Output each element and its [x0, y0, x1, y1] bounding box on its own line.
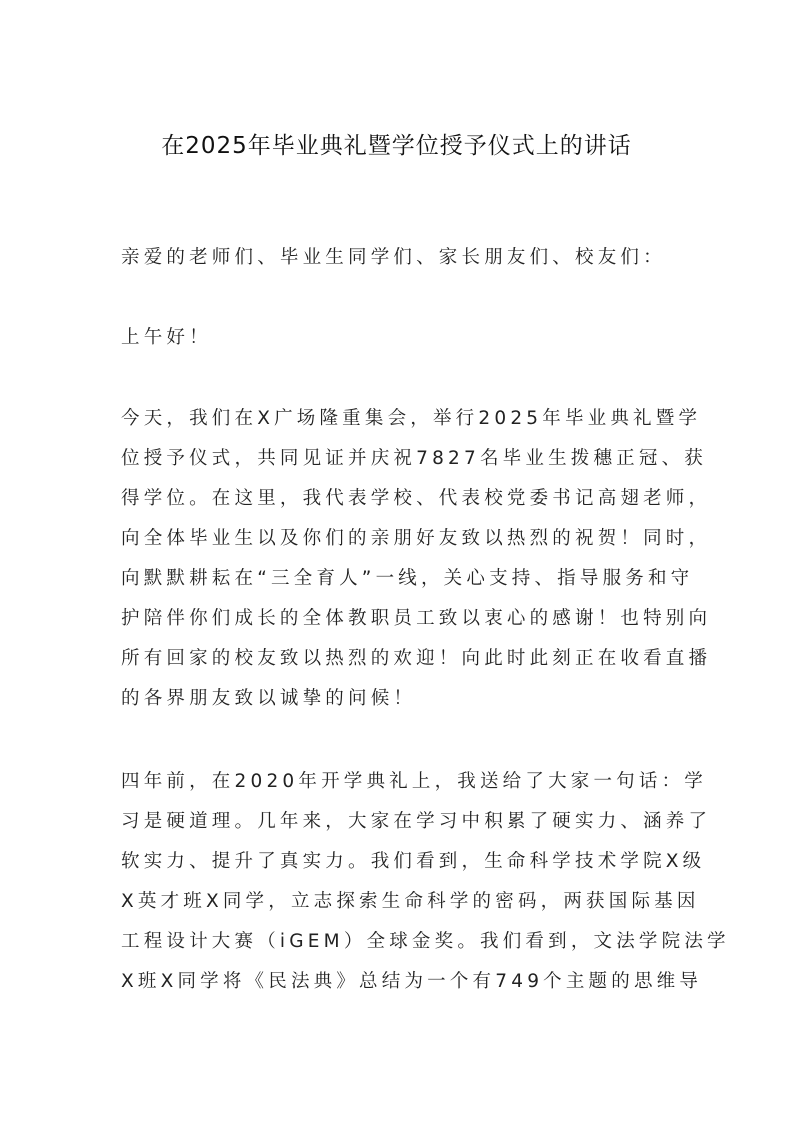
paragraph-line: 今天，我们在X广场隆重集会，举行2025年毕业典礼暨学 — [121, 408, 702, 429]
paragraph-line: X英才班X同学，立志探索生命科学的密码，两获国际基因 — [121, 891, 700, 912]
paragraph-line: 护陪伴你们成长的全体教职员工致以衷心的感谢！也特别向 — [121, 608, 712, 629]
paragraph-line: 得学位。在这里，我代表学校、代表校党委书记高翅老师， — [121, 488, 712, 509]
paragraph-line: 向全体毕业生以及你们的亲朋好友致以热烈的祝贺！同时， — [121, 528, 712, 549]
paragraph-line: 位授予仪式，共同见证并庆祝7827名毕业生拨穗正冠、获 — [121, 448, 707, 469]
paragraph-line: 工程设计大赛（iGEM）全球金奖。我们看到，文法学院法学 — [121, 931, 730, 952]
greeting: 上午好！ — [121, 327, 212, 348]
paragraph-line: 习是硬道理。几年来，大家在学习中积累了硬实力、涵养了 — [121, 811, 712, 832]
paragraph-line: 向默默耕耘在“三全育人”一线，关心支持、指导服务和守 — [121, 568, 694, 589]
paragraph-line: 所有回家的校友致以热烈的欢迎！向此时此刻正在收看直播 — [121, 648, 712, 669]
paragraph-line: 的各界朋友致以诚挚的问候！ — [121, 688, 417, 709]
paragraph-line: 软实力、提升了真实力。我们看到，生命科学技术学院X级 — [121, 851, 706, 872]
paragraph-line: X班X同学将《民法典》总结为一个有749个主题的思维导 — [121, 971, 703, 992]
paragraph-line: 四年前，在2020年开学典礼上，我送给了大家一句话：学 — [121, 771, 707, 792]
salutation: 亲爱的老师们、毕业生同学们、家长朋友们、校友们： — [121, 247, 666, 268]
document-title: 在2025年毕业典礼暨学位授予仪式上的讲话 — [161, 133, 632, 159]
